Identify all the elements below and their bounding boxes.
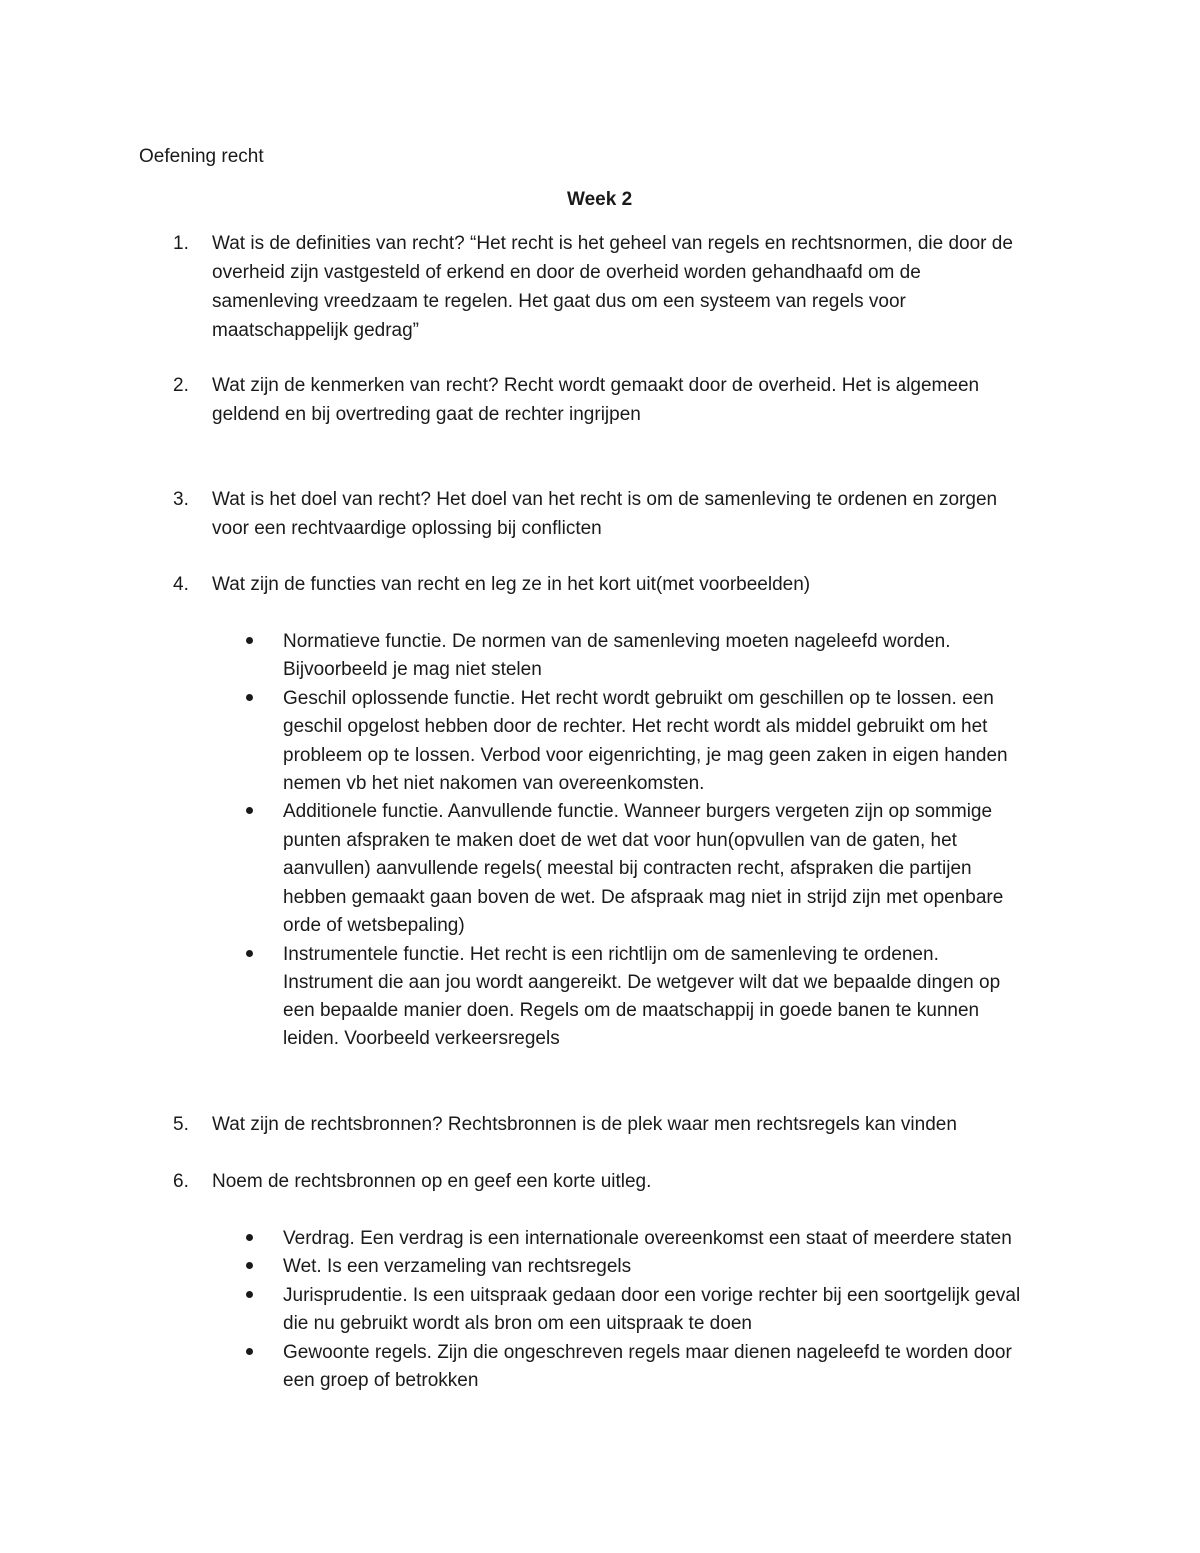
bullet-text-line: Jurisprudentie. Is een uitspraak gedaan door een vorige rechter bij een soortgelijk geval: [283, 1285, 1021, 1306]
week-heading: Week 2: [567, 189, 633, 210]
question-text-line: geldend en bij overtreding gaat de rechter ingrijpen: [212, 404, 641, 425]
bullet-icon: [246, 1348, 253, 1355]
bullet-text-line: Bijvoorbeeld je mag niet stelen: [283, 659, 542, 680]
bullet-text-line: Wet. Is een verzameling van rechtsregels: [283, 1256, 632, 1277]
bullet-text-line: die nu gebruikt wordt als bron om een uitspraak te doen: [283, 1313, 752, 1334]
question-text-line: overheid zijn vastgesteld of erkend en door de overheid worden gehandhaafd om de: [212, 262, 921, 283]
bullet-text-line: orde of wetsbepaling): [283, 915, 465, 936]
bullet-text-line: nemen vb het niet nakomen van overeenkomsten.: [283, 773, 705, 794]
question-text-line: Wat is het doel van recht? Het doel van het recht is om de samenleving te ordenen en zorgen: [212, 489, 998, 510]
bullet-text-line: Gewoonte regels. Zijn die ongeschreven regels maar dienen nageleefd te worden door: [283, 1342, 1012, 1363]
bullet-icon: [246, 637, 253, 644]
bullet-icon: [246, 950, 253, 957]
bullet-icon: [246, 694, 253, 701]
bullet-text-line: aanvullen) aanvullende regels( meestal bij contracten recht, afspraken die partijen: [283, 858, 972, 879]
bullet-text-line: Geschil oplossende functie. Het recht wordt gebruikt om geschillen op te lossen. een: [283, 688, 994, 709]
bullet-text-line: een bepaalde manier doen. Regels om de maatschappij in goede banen te kunnen: [283, 1000, 980, 1021]
bullet-icon: [246, 1291, 253, 1298]
bullet-text-line: punten afspraken te maken doet de wet dat voor hun(opvullen van de gaten, het: [283, 830, 957, 851]
question-number: 6.: [173, 1171, 189, 1192]
question-text-line: Wat is de definities van recht? “Het recht is het geheel van regels en rechtsnormen, die door de: [212, 233, 1013, 254]
bullet-text-line: Normatieve functie. De normen van de samenleving moeten nageleefd worden.: [283, 631, 951, 652]
question-number: 1.: [173, 233, 189, 254]
question-number: 5.: [173, 1114, 189, 1135]
bullet-icon: [246, 1234, 253, 1241]
bullet-text-line: hebben gemaakt gaan boven de wet. De afspraak mag niet in strijd zijn met openbare: [283, 887, 1004, 908]
bullet-text-line: Instrument die aan jou wordt aangereikt. De wetgever wilt dat we bepaalde dingen op: [283, 972, 1001, 993]
question-text-line: Noem de rechtsbronnen op en geef een korte uitleg.: [212, 1171, 652, 1192]
bullet-text-line: een groep of betrokken: [283, 1370, 479, 1391]
bullet-icon: [246, 1262, 253, 1269]
bullet-text-line: geschil opgelost hebben door de rechter. Het recht wordt als middel gebruikt om het: [283, 716, 988, 737]
question-text-line: Wat zijn de functies van recht en leg ze in het kort uit(met voorbeelden): [212, 574, 811, 595]
bullet-text-line: Instrumentele functie. Het recht is een richtlijn om de samenleving te ordenen.: [283, 944, 939, 965]
question-number: 3.: [173, 489, 189, 510]
bullet-text-line: probleem op te lossen. Verbod voor eigenrichting, je mag geen zaken in eigen handen: [283, 745, 1008, 766]
document-title: Oefening recht: [139, 146, 264, 167]
bullet-text-line: Additionele functie. Aanvullende functie. Wanneer burgers vergeten zijn op sommige: [283, 801, 993, 822]
bullet-icon: [246, 807, 253, 814]
question-number: 4.: [173, 574, 189, 595]
question-text-line: maatschappelijk gedrag”: [212, 320, 420, 341]
question-text-line: Wat zijn de rechtsbronnen? Rechtsbronnen is de plek waar men rechtsregels kan vinden: [212, 1114, 957, 1135]
bullet-text-line: Verdrag. Een verdrag is een internationale overeenkomst een staat of meerdere staten: [283, 1228, 1012, 1249]
question-text-line: samenleving vreedzaam te regelen. Het gaat dus om een systeem van regels voor: [212, 291, 906, 312]
bullet-text-line: leiden. Voorbeeld verkeersregels: [283, 1028, 560, 1049]
question-number: 2.: [173, 375, 189, 396]
question-text-line: voor een rechtvaardige oplossing bij conflicten: [212, 518, 602, 539]
question-text-line: Wat zijn de kenmerken van recht? Recht wordt gemaakt door de overheid. Het is algemeen: [212, 375, 980, 396]
